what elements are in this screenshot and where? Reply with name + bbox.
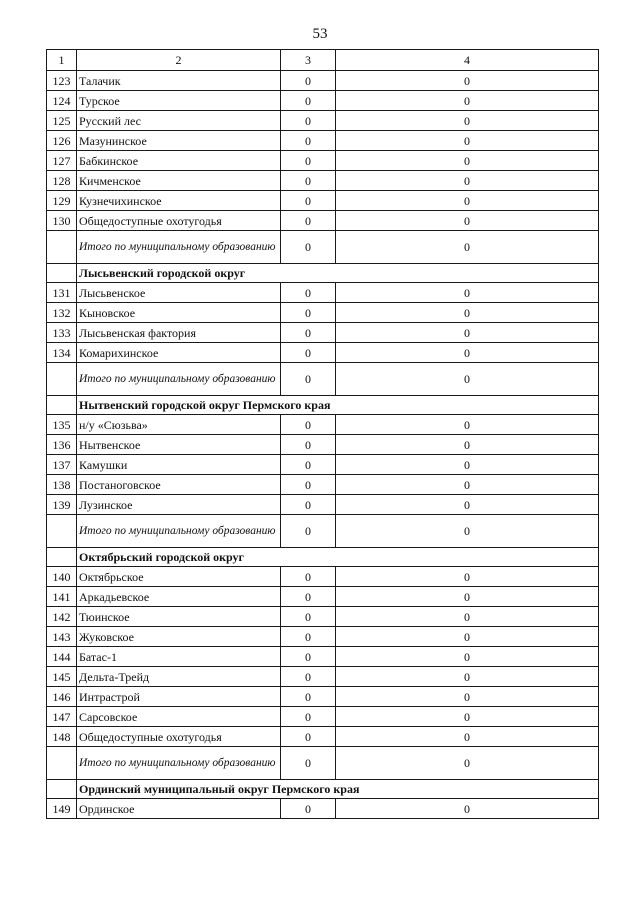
column-3-value: 0 bbox=[281, 91, 336, 111]
table-row bbox=[47, 191, 599, 211]
section-header-row bbox=[47, 396, 599, 415]
column-3-value: 0 bbox=[281, 515, 336, 548]
row-number: 135 bbox=[47, 415, 77, 435]
column-4-value: 0 bbox=[336, 667, 599, 687]
column-header-1: 1 bbox=[47, 50, 77, 71]
column-4-value: 0 bbox=[336, 283, 599, 303]
row-number: 132 bbox=[47, 303, 77, 323]
column-3-value: 0 bbox=[281, 475, 336, 495]
column-3-value: 0 bbox=[281, 231, 336, 264]
column-3-value: 0 bbox=[281, 799, 336, 819]
table-row bbox=[47, 435, 599, 455]
column-header-2: 2 bbox=[77, 50, 281, 71]
column-4-value: 0 bbox=[336, 71, 599, 91]
column-4-value: 0 bbox=[336, 627, 599, 647]
row-number: 142 bbox=[47, 607, 77, 627]
column-4-value: 0 bbox=[336, 567, 599, 587]
row-number bbox=[47, 363, 77, 396]
subtotal-row bbox=[47, 515, 599, 548]
hunting-ground-name: Постаноговское bbox=[77, 475, 281, 495]
column-4-value: 0 bbox=[336, 587, 599, 607]
table-row bbox=[47, 667, 599, 687]
column-3-value: 0 bbox=[281, 323, 336, 343]
column-3-value: 0 bbox=[281, 303, 336, 323]
column-3-value: 0 bbox=[281, 667, 336, 687]
row-number: 143 bbox=[47, 627, 77, 647]
hunting-ground-name: Дельта-Трейд bbox=[77, 667, 281, 687]
column-4-value: 0 bbox=[336, 191, 599, 211]
section-number-cell bbox=[47, 780, 77, 799]
row-number: 123 bbox=[47, 71, 77, 91]
table-row bbox=[47, 727, 599, 747]
row-number: 144 bbox=[47, 647, 77, 667]
column-4-value: 0 bbox=[336, 687, 599, 707]
column-4-value: 0 bbox=[336, 231, 599, 264]
column-header-4: 4 bbox=[336, 50, 599, 71]
hunting-ground-name: Общедоступные охотугодья bbox=[77, 211, 281, 231]
column-4-value: 0 bbox=[336, 111, 599, 131]
table-row bbox=[47, 111, 599, 131]
section-number-cell bbox=[47, 396, 77, 415]
column-3-value: 0 bbox=[281, 747, 336, 780]
hunting-ground-name: Тюинское bbox=[77, 607, 281, 627]
subtotal-row bbox=[47, 747, 599, 780]
column-4-value: 0 bbox=[336, 647, 599, 667]
table-row bbox=[47, 151, 599, 171]
row-number bbox=[47, 231, 77, 264]
row-number: 125 bbox=[47, 111, 77, 131]
page-number: 53 bbox=[312, 26, 328, 42]
table-row bbox=[47, 707, 599, 727]
table-row bbox=[47, 171, 599, 191]
row-number: 133 bbox=[47, 323, 77, 343]
column-3-value: 0 bbox=[281, 71, 336, 91]
column-4-value: 0 bbox=[336, 415, 599, 435]
column-4-value: 0 bbox=[336, 363, 599, 396]
column-4-value: 0 bbox=[336, 707, 599, 727]
column-4-value: 0 bbox=[336, 455, 599, 475]
hunting-ground-name: Батас-1 bbox=[77, 647, 281, 667]
hunting-ground-name: Жуковское bbox=[77, 627, 281, 647]
subtotal-label: Итого по муниципальному образованию bbox=[77, 363, 281, 396]
column-3-value: 0 bbox=[281, 687, 336, 707]
column-4-value: 0 bbox=[336, 131, 599, 151]
section-header-row bbox=[47, 780, 599, 799]
column-3-value: 0 bbox=[281, 151, 336, 171]
table-row bbox=[47, 455, 599, 475]
section-title: Ординский муниципальный округ Пермского края bbox=[77, 780, 599, 799]
hunting-ground-name: Общедоступные охотугодья bbox=[77, 727, 281, 747]
column-4-value: 0 bbox=[336, 323, 599, 343]
table-row bbox=[47, 323, 599, 343]
column-4-value: 0 bbox=[336, 495, 599, 515]
subtotal-row bbox=[47, 231, 599, 264]
subtotal-row bbox=[47, 363, 599, 396]
column-3-value: 0 bbox=[281, 171, 336, 191]
hunting-ground-name: Кыновское bbox=[77, 303, 281, 323]
column-3-value: 0 bbox=[281, 415, 336, 435]
column-4-value: 0 bbox=[336, 171, 599, 191]
hunting-ground-name: Кузнечихинское bbox=[77, 191, 281, 211]
column-header-row bbox=[47, 50, 599, 71]
column-4-value: 0 bbox=[336, 607, 599, 627]
table-row bbox=[47, 343, 599, 363]
table-row bbox=[47, 567, 599, 587]
row-number: 137 bbox=[47, 455, 77, 475]
section-title: Нытвенский городской округ Пермского края bbox=[77, 396, 599, 415]
table-row bbox=[47, 495, 599, 515]
column-4-value: 0 bbox=[336, 727, 599, 747]
section-title: Октябрьский городской округ bbox=[77, 548, 599, 567]
column-4-value: 0 bbox=[336, 151, 599, 171]
row-number: 136 bbox=[47, 435, 77, 455]
hunting-ground-name: Русский лес bbox=[77, 111, 281, 131]
hunting-ground-name: Лысьвенское bbox=[77, 283, 281, 303]
row-number: 139 bbox=[47, 495, 77, 515]
section-header-row bbox=[47, 264, 599, 283]
column-3-value: 0 bbox=[281, 191, 336, 211]
row-number: 127 bbox=[47, 151, 77, 171]
hunting-ground-name: Октябрьское bbox=[77, 567, 281, 587]
section-number-cell bbox=[47, 264, 77, 283]
table-body bbox=[47, 71, 599, 819]
hunting-ground-name: Лысьвенская фактория bbox=[77, 323, 281, 343]
hunting-grounds-table bbox=[46, 49, 599, 819]
row-number bbox=[47, 747, 77, 780]
row-number: 124 bbox=[47, 91, 77, 111]
row-number: 134 bbox=[47, 343, 77, 363]
section-number-cell bbox=[47, 548, 77, 567]
column-3-value: 0 bbox=[281, 567, 336, 587]
table-row bbox=[47, 415, 599, 435]
hunting-ground-name: Интрастрой bbox=[77, 687, 281, 707]
hunting-ground-name: Ординское bbox=[77, 799, 281, 819]
row-number: 128 bbox=[47, 171, 77, 191]
row-number: 148 bbox=[47, 727, 77, 747]
column-3-value: 0 bbox=[281, 211, 336, 231]
hunting-ground-name: Камушки bbox=[77, 455, 281, 475]
table-row bbox=[47, 687, 599, 707]
hunting-ground-name: Нытвенское bbox=[77, 435, 281, 455]
hunting-ground-name: н/у «Сюзьва» bbox=[77, 415, 281, 435]
column-3-value: 0 bbox=[281, 707, 336, 727]
row-number: 129 bbox=[47, 191, 77, 211]
column-3-value: 0 bbox=[281, 283, 336, 303]
column-4-value: 0 bbox=[336, 343, 599, 363]
column-4-value: 0 bbox=[336, 211, 599, 231]
row-number: 131 bbox=[47, 283, 77, 303]
table-row bbox=[47, 647, 599, 667]
table-row bbox=[47, 131, 599, 151]
section-title: Лысьвенский городской округ bbox=[77, 264, 599, 283]
table-row bbox=[47, 799, 599, 819]
column-4-value: 0 bbox=[336, 303, 599, 323]
row-number: 149 bbox=[47, 799, 77, 819]
column-3-value: 0 bbox=[281, 455, 336, 475]
subtotal-label: Итого по муниципальному образованию bbox=[77, 747, 281, 780]
column-4-value: 0 bbox=[336, 435, 599, 455]
column-3-value: 0 bbox=[281, 111, 336, 131]
column-4-value: 0 bbox=[336, 515, 599, 548]
column-4-value: 0 bbox=[336, 91, 599, 111]
table-row bbox=[47, 475, 599, 495]
subtotal-label: Итого по муниципальному образованию bbox=[77, 231, 281, 264]
column-3-value: 0 bbox=[281, 607, 336, 627]
table-row bbox=[47, 283, 599, 303]
hunting-ground-name: Бабкинское bbox=[77, 151, 281, 171]
table-row bbox=[47, 211, 599, 231]
table-row bbox=[47, 587, 599, 607]
column-3-value: 0 bbox=[281, 435, 336, 455]
hunting-ground-name: Талачик bbox=[77, 71, 281, 91]
column-4-value: 0 bbox=[336, 475, 599, 495]
table-row bbox=[47, 607, 599, 627]
table-row bbox=[47, 71, 599, 91]
row-number bbox=[47, 515, 77, 548]
row-number: 126 bbox=[47, 131, 77, 151]
hunting-ground-name: Кичменское bbox=[77, 171, 281, 191]
row-number: 146 bbox=[47, 687, 77, 707]
column-3-value: 0 bbox=[281, 627, 336, 647]
column-3-value: 0 bbox=[281, 363, 336, 396]
table-row bbox=[47, 303, 599, 323]
column-3-value: 0 bbox=[281, 587, 336, 607]
hunting-ground-name: Лузинское bbox=[77, 495, 281, 515]
hunting-ground-name: Аркадьевское bbox=[77, 587, 281, 607]
table-row bbox=[47, 627, 599, 647]
hunting-ground-name: Турское bbox=[77, 91, 281, 111]
column-header-3: 3 bbox=[281, 50, 336, 71]
hunting-ground-name: Мазунинское bbox=[77, 131, 281, 151]
subtotal-label: Итого по муниципальному образованию bbox=[77, 515, 281, 548]
column-3-value: 0 bbox=[281, 131, 336, 151]
row-number: 140 bbox=[47, 567, 77, 587]
row-number: 138 bbox=[47, 475, 77, 495]
table-row bbox=[47, 91, 599, 111]
hunting-ground-name: Сарсовское bbox=[77, 707, 281, 727]
section-header-row bbox=[47, 548, 599, 567]
row-number: 141 bbox=[47, 587, 77, 607]
column-3-value: 0 bbox=[281, 343, 336, 363]
column-3-value: 0 bbox=[281, 647, 336, 667]
row-number: 145 bbox=[47, 667, 77, 687]
column-4-value: 0 bbox=[336, 799, 599, 819]
column-4-value: 0 bbox=[336, 747, 599, 780]
hunting-ground-name: Комарихинское bbox=[77, 343, 281, 363]
row-number: 147 bbox=[47, 707, 77, 727]
column-3-value: 0 bbox=[281, 495, 336, 515]
column-3-value: 0 bbox=[281, 727, 336, 747]
row-number: 130 bbox=[47, 211, 77, 231]
